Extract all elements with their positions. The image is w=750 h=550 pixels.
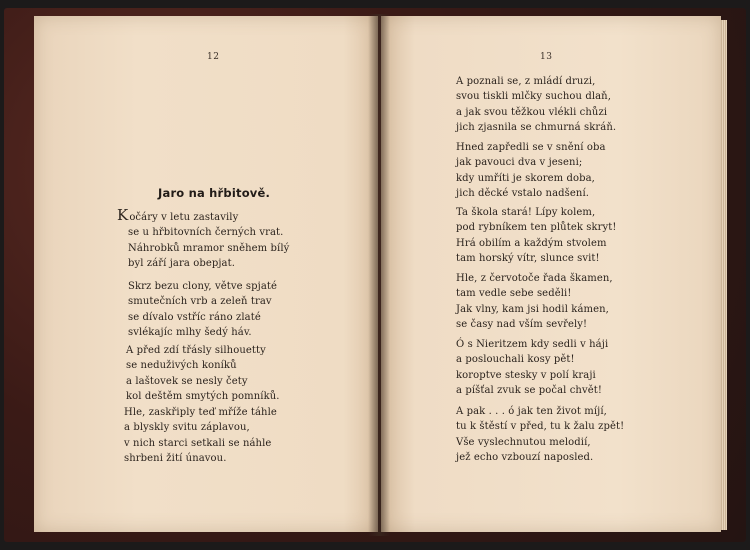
right-stanza-5 bbox=[456, 337, 608, 399]
poem-line: Náhrobků mramor sněhem bílý bbox=[128, 242, 290, 254]
poem-line: shrbeni žití únavou. bbox=[124, 453, 227, 465]
poem-line: tam vedle sebe seděli! bbox=[456, 288, 572, 300]
left-stanza-2 bbox=[128, 279, 277, 341]
poem-line: a poslouchali kosy pět! bbox=[456, 354, 575, 366]
right-stanza-3 bbox=[456, 205, 617, 267]
poem-line: A pak . . . ó jak ten život míjí, bbox=[456, 406, 607, 417]
poem-line: kol deštěm smytých pomníků. bbox=[126, 391, 280, 403]
poem-line: Hle, z červotoče řada škamen, bbox=[456, 273, 613, 284]
poem-line: a blyskly svitu záplavou, bbox=[124, 422, 250, 434]
poem-line: se časy nad vším sevřely! bbox=[456, 319, 588, 331]
poem-line: Jak vlny, kam jsi hodil kámen, bbox=[456, 303, 609, 315]
left-stanza-1 bbox=[117, 208, 289, 272]
poem-line: smutečních vrb a zeleň trav bbox=[128, 296, 272, 308]
poem-line: Hned zapředli se v snění oba bbox=[456, 142, 606, 153]
poem-title: Jaro na hřbitově. bbox=[158, 186, 271, 200]
poem-line: pod rybníkem ten plůtek skryt! bbox=[456, 222, 617, 234]
page-edge bbox=[721, 20, 727, 530]
poem-line: svlékajíc mlhy šedý háv. bbox=[128, 327, 252, 339]
poem-line: a jak svou těžkou vlékli chůzi bbox=[456, 106, 608, 118]
book-spine bbox=[368, 14, 390, 536]
poem-line: svou tiskli mlčky suchou dlaň, bbox=[456, 91, 612, 103]
poem-line: A poznali se, z mládí druzi, bbox=[456, 76, 596, 87]
poem-line: Ó s Nieritzem kdy sedli v háji bbox=[456, 339, 609, 350]
poem-line: se u hřbitovních černých vrat. bbox=[128, 227, 284, 239]
poem-line: tam horský vítr, slunce svit! bbox=[456, 253, 600, 265]
right-stanza-1 bbox=[456, 74, 616, 136]
poem-line: Ta škola stará! Lípy kolem, bbox=[456, 207, 596, 218]
poem-line: jak pavouci dva v jeseni; bbox=[456, 157, 583, 169]
page-number-right: 13 bbox=[540, 52, 553, 62]
poem-line: se dívalo vstříc ráno zlaté bbox=[128, 311, 261, 323]
page-number-left: 12 bbox=[207, 52, 220, 62]
poem-line: A před zdí třásly silhouetty bbox=[126, 345, 266, 356]
poem-line: jich zjasnila se chmurná skráň. bbox=[456, 122, 617, 134]
poem-line: tu k štěstí v před, tu k žalu zpět! bbox=[456, 421, 625, 433]
poem-line: v nich starci setkali se náhle bbox=[124, 437, 272, 449]
right-stanza-2 bbox=[456, 140, 606, 202]
right-stanza-4 bbox=[456, 271, 613, 333]
drop-cap: K bbox=[117, 206, 129, 224]
poem-line: kdy umříti je skorem doba, bbox=[456, 172, 595, 184]
left-stanza-3 bbox=[126, 343, 280, 405]
poem-line: Vše vyslechnutou melodií, bbox=[456, 436, 591, 448]
left-stanza-4 bbox=[124, 405, 277, 467]
poem-line: Hrá obilím a každým stvolem bbox=[456, 237, 607, 249]
poem-line: byl září jara obepjat. bbox=[128, 258, 235, 270]
poem-line: a píšťal zvuk se počal chvět! bbox=[456, 385, 602, 397]
poem-line: koroptve stesky v polí kraji bbox=[456, 369, 596, 381]
poem-line: jež echo vzbouzí naposled. bbox=[456, 452, 594, 464]
right-stanza-6 bbox=[456, 404, 624, 466]
poem-line: Kočáry v letu zastavily bbox=[117, 206, 239, 224]
poem-line: Skrz bezu clony, větve spjaté bbox=[128, 281, 278, 292]
poem-line: a laštovek se nesly čety bbox=[126, 375, 248, 387]
poem-line: Hle, zaskřiply teď mříže táhle bbox=[124, 407, 277, 418]
poem-line: se neduživých koníků bbox=[126, 360, 237, 372]
poem-line: jich děcké vstalo nadšení. bbox=[456, 188, 590, 200]
